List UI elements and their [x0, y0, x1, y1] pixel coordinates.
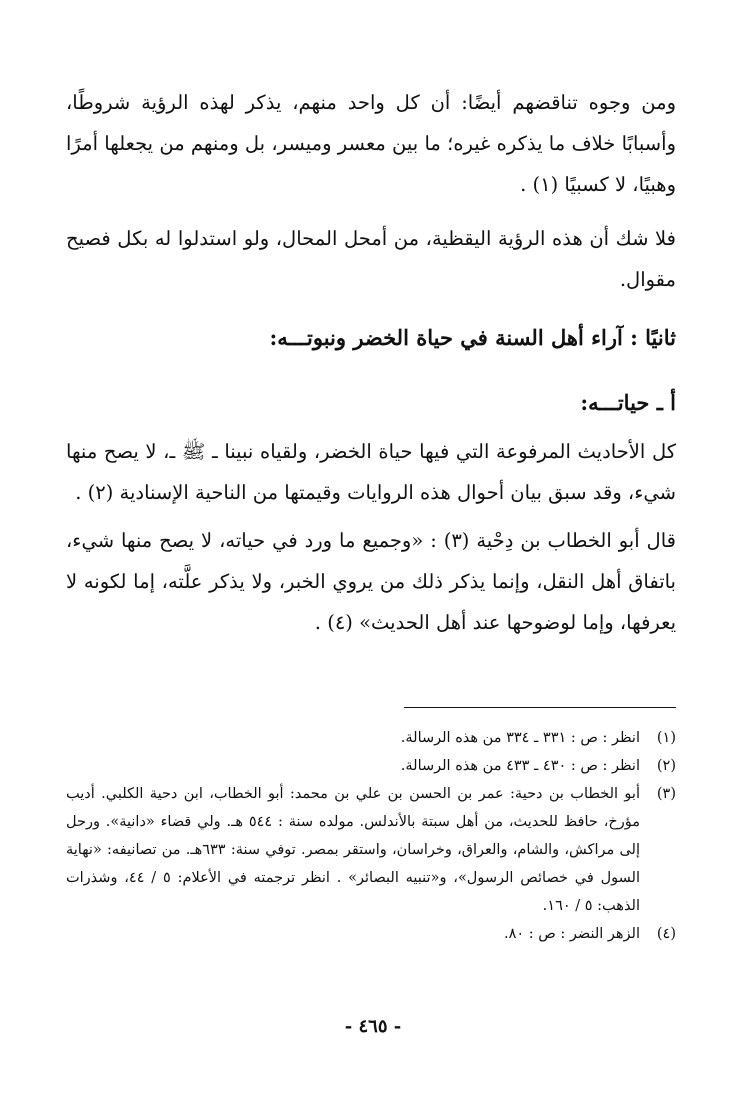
footnote-number: (٣) [656, 786, 676, 802]
subsection-heading: أ ـ حياتـــه: [580, 390, 676, 415]
footnote [66, 724, 676, 752]
section-heading: ثانيًا : آراء أهل السنة في حياة الخضر ونبوتـــه: [269, 325, 676, 350]
paragraph-quote: قال أبو الخطاب بن دِحْية (٣) : «وجميع ما ورد في حياته، لا يصح منها شيء، باتفاق أهل النقل، وإنما يذكر ذلك من يروي الخبر، ولا يذكر علَّته، إما لكونه لا يعرفها، وإما لوضوحها عند أهل الحديث» (٤) . [66, 529, 676, 634]
paragraph-hadiths: كل الأحاديث المرفوعة التي فيها حياة الخضر، ولقياه نبينا ـ ﷺ ـ، لا يصح منها شيء، وقد سبق بيان أحوال هذه الروايات وقيمتها من الناحية الإسنادية (٢) . [66, 440, 676, 504]
footnote-number: (٤) [656, 926, 676, 942]
footnote-number: (١) [656, 730, 676, 746]
page-number: - ٤٦٥ - [344, 1016, 402, 1037]
footnote [66, 752, 676, 780]
paragraph-conclusion: فلا شك أن هذه الرؤية اليقظية، من أمحل المحال، ولو استدلوا له بكل فصيح مقوال. [66, 227, 676, 291]
paragraph-contradictions: ومن وجوه تناقضهم أيضًا: أن كل واحد منهم، يذكر لهذه الرؤية شروطًا، وأسبابًا خلاف ما يذكره غيره؛ ما بين معسر وميسر، بل ومنهم من يجعلها أمرًا وهبيًا، لا كسبيًا (١) . [66, 91, 676, 196]
footnote-text: انظر : ص : ٤٣٠ ـ ٤٣٣ من هذه الرسالة. [400, 758, 640, 774]
footnote-text: انظر : ص : ٣٣١ ـ ٣٣٤ من هذه الرسالة. [400, 730, 640, 746]
footnote-number: (٢) [656, 758, 676, 774]
footnote [66, 780, 676, 920]
footnote-text: أبو الخطاب بن دحية: عمر بن الحسن بن علي بن محمد: أبو الخطاب، ابن دحية الكلبي. أديب مؤرخ، حافظ للحديث، من أهل سبتة بالأندلس. مولده سنة : ٥٤٤ هـ. ولي قضاء «دانية». ورحل إلى مراكش، والشام، والعراق، وخراسان، واستقر بمصر. توفي سنة: ٦٣٣هـ. من تصانيفه: «نهاية السول في خصائص الرسول»، و«تنبيه البصائر» . انظر ترجمته في الأعلام: ٥ / ٤٤، وشذرات الذهب: ٥ / ١٦٠. [66, 786, 640, 914]
footnote-text: الزهر النضر : ص : ٨٠. [503, 926, 640, 942]
footnote-separator [404, 707, 676, 708]
footnotes [66, 724, 676, 948]
footnote [66, 920, 676, 948]
